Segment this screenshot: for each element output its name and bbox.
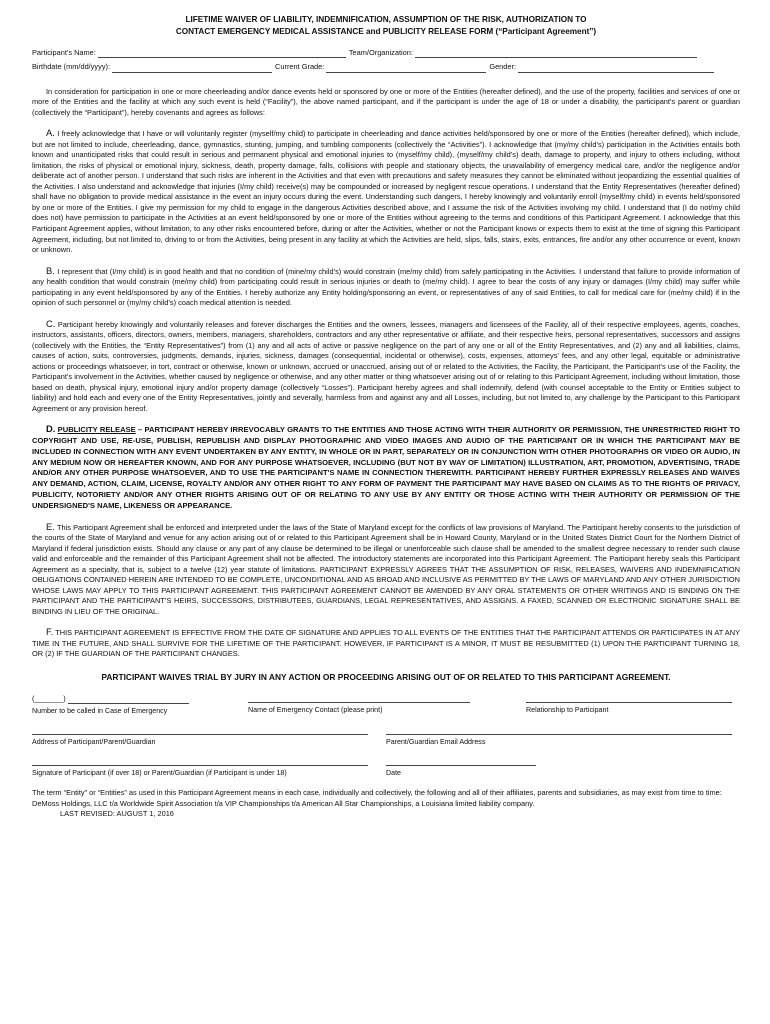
- current-grade-field[interactable]: [326, 64, 486, 73]
- emergency-number-block: [32, 694, 192, 717]
- team-org-label: Team/Organization:: [348, 47, 413, 57]
- section-a-letter: A.: [46, 127, 55, 139]
- email-field[interactable]: [386, 726, 732, 735]
- section-c-letter: C.: [46, 317, 56, 329]
- area-code-blank[interactable]: (_______): [32, 693, 66, 703]
- birth-grade-gender-row: [32, 62, 740, 73]
- emergency-contact-field[interactable]: [248, 694, 470, 703]
- email-block: [386, 726, 732, 747]
- signature-block: [32, 757, 368, 778]
- footer: [32, 788, 740, 820]
- section-a: [32, 126, 740, 255]
- last-revised: LAST REVISED: AUGUST 1, 2016: [60, 809, 174, 819]
- publicity-release-heading: PUBLICITY RELEASE: [57, 425, 136, 435]
- section-f-letter: F.: [46, 626, 54, 638]
- section-f: [32, 625, 740, 660]
- section-a-text: I freely acknowledge that I have or will voluntarily register (myself/my child) to participate in cheerleading and dance activities held/sponsored by one or more of the Entities (hereafter defined), which include, but are not limited to include, cheerleading, dance, gymnastics, stunting, jumping, and tumbling components (collectively the “Activities”). I acknowledge that (my/my child’s) participation in the Activities entails both known and unanticipated risks that could result in serious and permanent physical and emotional injuries to (myself/my child), (myself/my child’s) death, damage to property, and injury to others including, without limitation, the risks of physical or emotional injury, sickness, death, property damage, falls, collisions with people and stationary objects, the unavailability of emergency medical care, and/or the negligence and/or deliberate act of another person. I understand that such risks are inherent in the Activities and that even with precautions and safety measures they cannot be eliminated without jeopardizing the essential qualities of the Activities. I also understand and acknowledge that injuries (I/my child) receive(s) may be compounded or increased by negligent rescue operations. I understand that the Entity Representatives (hereafter defined) shall have no obligation to provide medical assistance in the event an injury occurs during the event. Understanding such dangers, I hereby knowingly and voluntarily enroll (myself/my child) in events held/sponsored by one or more of the Entities. I give my permission for my child to engage in the dangerous Activities described above, and I assume the risk of the Activities involving my child. I understand that (I do not/my child does not) have permission to participate in the Activities at an event held/sponsored by one or more of the Entities without agreeing to the terms and conditions of this Participant Agreement. I acknowledge that this Participant Agreement applies, without limitation, to any other risks encountered before, during or after the Activities, whether or not the Participant knows or expects them to exist at the time of signing this Participant Agreement, including, but not limited to, driving to or from the Activities, being present in any facility at which the Activities are held, slips, falls, stairs, exits, entrances, fire and/or any other occurrence or event, known or unknown.: [32, 129, 741, 255]
- section-d: [32, 422, 740, 511]
- signature-row: [32, 757, 740, 778]
- section-c-text: Participant hereby knowingly and voluntarily releases and forever discharges the Entities and the owners, lessees, managers and licensees of the Facility, all of their respective employees, agents, coaches, instructors, assistants, officers, directors, owners, members, managers, shareholders, contractors and any other representative or affiliate, and their respective heirs, personal representatives, successors and assigns (collectively with the Entities, the “Entity Representatives”) from (1) any and all acts of active or passive negligence on the part of any one or all of the Entity Representatives, and (2) any and all liabilities, claims, causes of action, suits, controversies, judgments, demands, injuries, sickness, damages (consequential, incidental or otherwise), costs, expenses, attorneys’ fees, and any other legal, equitable or administrative actions or proceedings whatsoever, in tort, contract or otherwise, known or unknown, accrued or unaccrued, arising out of or related to the Activities, the Facility, the Participant, the Participant’s use of the Facility, the Participant’s involvement in the Activities, whether caused by negligence or otherwise, and any other matter or thing whatsoever arising out of or relating to this Participant Agreement, including without limitation, those based on death, physical injury, emotional injury and/or property damage (collectively “Losses”). Participant hereby agrees and shall indemnify, defend (with counsel acceptable to the Entity or Entities subject to liability) and hold each and every one of the Entity Representatives, jointly and severally, harmless from and against any and all Losses, including, but not limited to, any challenge by the Participant to this Participant Agreement or any provision hereof.: [32, 319, 740, 413]
- section-d-letter: D.: [46, 423, 56, 435]
- entity-definition: The term “Entity” or “Entities” as used in this Participant Agreement means in each case, individually and collectively, the following and all of their affiliates, parents and subsidiaries, as may exist from time to time: DeMoss Holdings, LLC t/a Worldwide Spirit Association t/a VIP Championships t/a American All Star Championships, a Louisiana limited liability company.: [32, 788, 722, 808]
- address-field[interactable]: [32, 726, 368, 735]
- emergency-number-line: [32, 694, 192, 705]
- intro-paragraph: In consideration for participation in one or more cheerleading and/or dance events held or sponsored by one or more of the Entities (hereafter defined), and the use of the property, facilities and services of one or more of the Entities and the facility at which any such event is held (“Facility”), the above named participant, and if the participant is under the age of 18 or under a disability, the participant's parent or guardian (collectively the “Participant”), hereby covenants and agrees as follows:: [32, 86, 740, 117]
- participant-name-label: Participant's Name:: [32, 47, 96, 57]
- section-e-letter: E.: [46, 520, 55, 532]
- gender-label: Gender:: [489, 62, 517, 72]
- email-label: Parent/Guardian Email Address: [386, 738, 486, 747]
- section-b-letter: B.: [46, 264, 55, 276]
- emergency-number-label: Number to be called in Case of Emergency: [32, 707, 168, 716]
- section-b-text: I represent that (I/my child) is in good health and that no condition of (mine/my child’s) would constrain (me/my child) from safely participating in the Activities. I understand that failure to provide information of any health condition that would constrain (me/my child) from participating could result in serious injuries or death to (me/my child). I agree to bear the costs of any injury or damages (I/my child) may suffer while participating in any event held/sponsored by any of the Entities. I hereby authorize any Entity holding/sponsoring an event, or representatives of any of said Entities, to call for medical care for (me/my child) if in the opinion of such personnel or (my/my child’s) coach medical attention is needed.: [32, 266, 740, 308]
- section-d-text: – PARTICIPANT HEREBY IRREVOCABLY GRANTS TO THE ENTITIES AND THOSE ACTING WITH THEIR AUTHORITY OR PERMISSION, THE UNRESTRICTED RIGHT TO COPYRIGHT AND USE, RE-USE, PUBLISH, REPUBLISH AND DISPLAY PHOTOGRAPHIC AND VIDEO IMAGES AND AUDIO OF THE PARTICIPANT OR IN WHICH THE PARTICIPANT MAY BE INCLUDED IN CONNECTION WITH ANY EVENT UNDERTAKEN BY ANY ENTITY, IN WHOLE OR IN PART, SEPARATELY OR IN CONJUNCTION WITH OTHER PHOTOGRAPHS OR VIDEO OR AUDIO, IN ANY MEDIUM NOW OR HEREAFTER KNOWN, AND FOR ANY PURPOSE WHATSOEVER, INCLUDING (BUT NOT BY WAY OF LIMITATION) ILLUSTRATION, ART, PROMOTION, ADVERTISING, TRADE AND/OR ANY OTHER PURPOSE WHATSOEVER, AND TO USE THE PARTICIPANT'S NAME IN CONNECTION THEREWITH. PARTICIPANT HEREBY FURTHER EXPRESSLY RELEASES AND WAIVES ANY DEMAND, ACTION, CLAIM, LICENSE, ROYALTY AND/OR ANY OTHER RIGHT TO ANY FORM OF PAYMENT THE PARTICIPANT MAY HAVE BASED ON CLAIMS AS TO THE RIGHTS OF PRIVACY, PUBLICITY, NOTORIETY AND/OR ANY OTHER RIGHTS ARISING OUT OF OR RELATING TO ANY USE BY ANY ENTITY OR THOSE ACTING WITH THEIR AUTHORITY OR PERMISSION OF THE UNDERSIGNED'S NAME, LIKENESS OR APPEARANCE.: [32, 425, 740, 510]
- section-b: [32, 264, 740, 309]
- jury-waiver: PARTICIPANT WAIVES TRIAL BY JURY IN ANY ACTION OR PROCEEDING ARISING OUT OF OR RELATED TO THIS PARTICIPANT AGREEMENT.: [101, 671, 671, 682]
- relationship-label: Relationship to Participant: [526, 705, 609, 714]
- document-title: [32, 14, 740, 38]
- signature-field[interactable]: [32, 757, 368, 766]
- birthdate-field[interactable]: [112, 64, 272, 73]
- emergency-contact-block: [248, 694, 470, 717]
- section-c: [32, 317, 740, 415]
- relationship-field[interactable]: [526, 694, 732, 703]
- signature-label: Signature of Participant (if over 18) or Parent/Guardian (if Participant is under 18): [32, 769, 287, 778]
- date-label: Date: [386, 769, 401, 778]
- date-block: [386, 757, 536, 778]
- title-line-2: CONTACT EMERGENCY MEDICAL ASSISTANCE and PUBLICITY RELEASE FORM (“Participant Agreement”): [175, 26, 597, 36]
- emergency-row: [32, 694, 740, 717]
- date-field[interactable]: [386, 757, 536, 766]
- section-e: [32, 520, 740, 618]
- relationship-block: [526, 694, 732, 717]
- gender-field[interactable]: [518, 64, 714, 73]
- address-block: [32, 726, 368, 747]
- name-team-row: [32, 48, 740, 59]
- current-grade-label: Current Grade:: [275, 62, 325, 72]
- title-line-1: LIFETIME WAIVER OF LIABILITY, INDEMNIFICATION, ASSUMPTION OF THE RISK, AUTHORIZATION TO: [185, 15, 587, 24]
- address-row: [32, 726, 740, 747]
- team-org-field[interactable]: [415, 49, 697, 58]
- emergency-contact-label: Name of Emergency Contact (please print): [248, 705, 383, 714]
- waiver-form: [32, 14, 740, 820]
- section-e-text: This Participant Agreement shall be enforced and interpreted under the laws of the State of Maryland except for the conflicts of law provisions of Maryland. The Participant hereby consents to the jurisdiction of the courts of the State of Maryland and venue for any action arising out of or related to this Participant Agreement shall be in Howard County, Maryland or in the United States District Court for the Northern District of Maryland if federal jurisdiction exists. Should any clause or any part of any clause be determined to be illegal or unenforceable such clause shall be amended to the smallest degree necessary to render such clause valid and enforceable and the remainder of this Participant Agreement shall not be affected. The introductory statements are incorporated into this Participant Agreement. The Participant hereby seals this Participant Agreement as a specialty, that is, subject to a twelve (12) year statute of limitations. PARTICIPANT EXPRESSLY AGREES THAT THE ASSUMPTION OF RISK, RELEASES, WAIVERS AND INDEMNIFICATION OBLIGATIONS CONTAINED HEREIN ARE INTENDED TO BE COMPLETE, UNCONDITIONAL AND AS BROAD AND INCLUSIVE AS PERMITTED BY THE LAWS OF MARYLAND AND ANY OTHER JURISDICTION WHOSE LAWS MAY APPLY TO THIS PARTICIPANT AGREEMENT. THIS PARTICIPANT AGREEMENT CANNOT BE AMENDED BY ANY ORAL STATEMENTS OR OTHER WRITINGS AND IS BINDING ON THE PARTICIPANT AND THE PARTICIPANT’S HEIRS, SUCCESSORS, DISTRIBUTEES, GUARDIANS, LEGAL REPRESENTATIVES, AND ASSIGNS. A FAXED, SCANNED OR ELECTRONIC SIGNATURE SHALL BE BINDING IN LIEU OF THE ORIGINAL.: [32, 522, 740, 616]
- address-label: Address of Participant/Parent/Guardian: [32, 738, 156, 747]
- section-f-text: THIS PARTICIPANT AGREEMENT IS EFFECTIVE FROM THE DATE OF SIGNATURE AND APPLIES TO ALL EVENTS OF THE ENTITIES THAT THE PARTICIPANT ATTENDS OR PARTICIPATES IN AT ANY TIME IN THE FUTURE, AND SHALL SURVIVE FOR THE LIFETIME OF THE PARTICIPANT. HOWEVER, IF PARTICIPANT IS A MINOR, IT MUST BE RESUBMITTED (1) UPON THE PARTICIPANT TURNING 18, OR (2) IF THE GUARDIAN OF THE PARTICIPANT CHANGES.: [32, 628, 740, 659]
- participant-name-field[interactable]: [98, 49, 346, 58]
- birthdate-label: Birthdate (mm/dd/yyyy):: [32, 62, 111, 72]
- emergency-number-field[interactable]: [68, 695, 189, 704]
